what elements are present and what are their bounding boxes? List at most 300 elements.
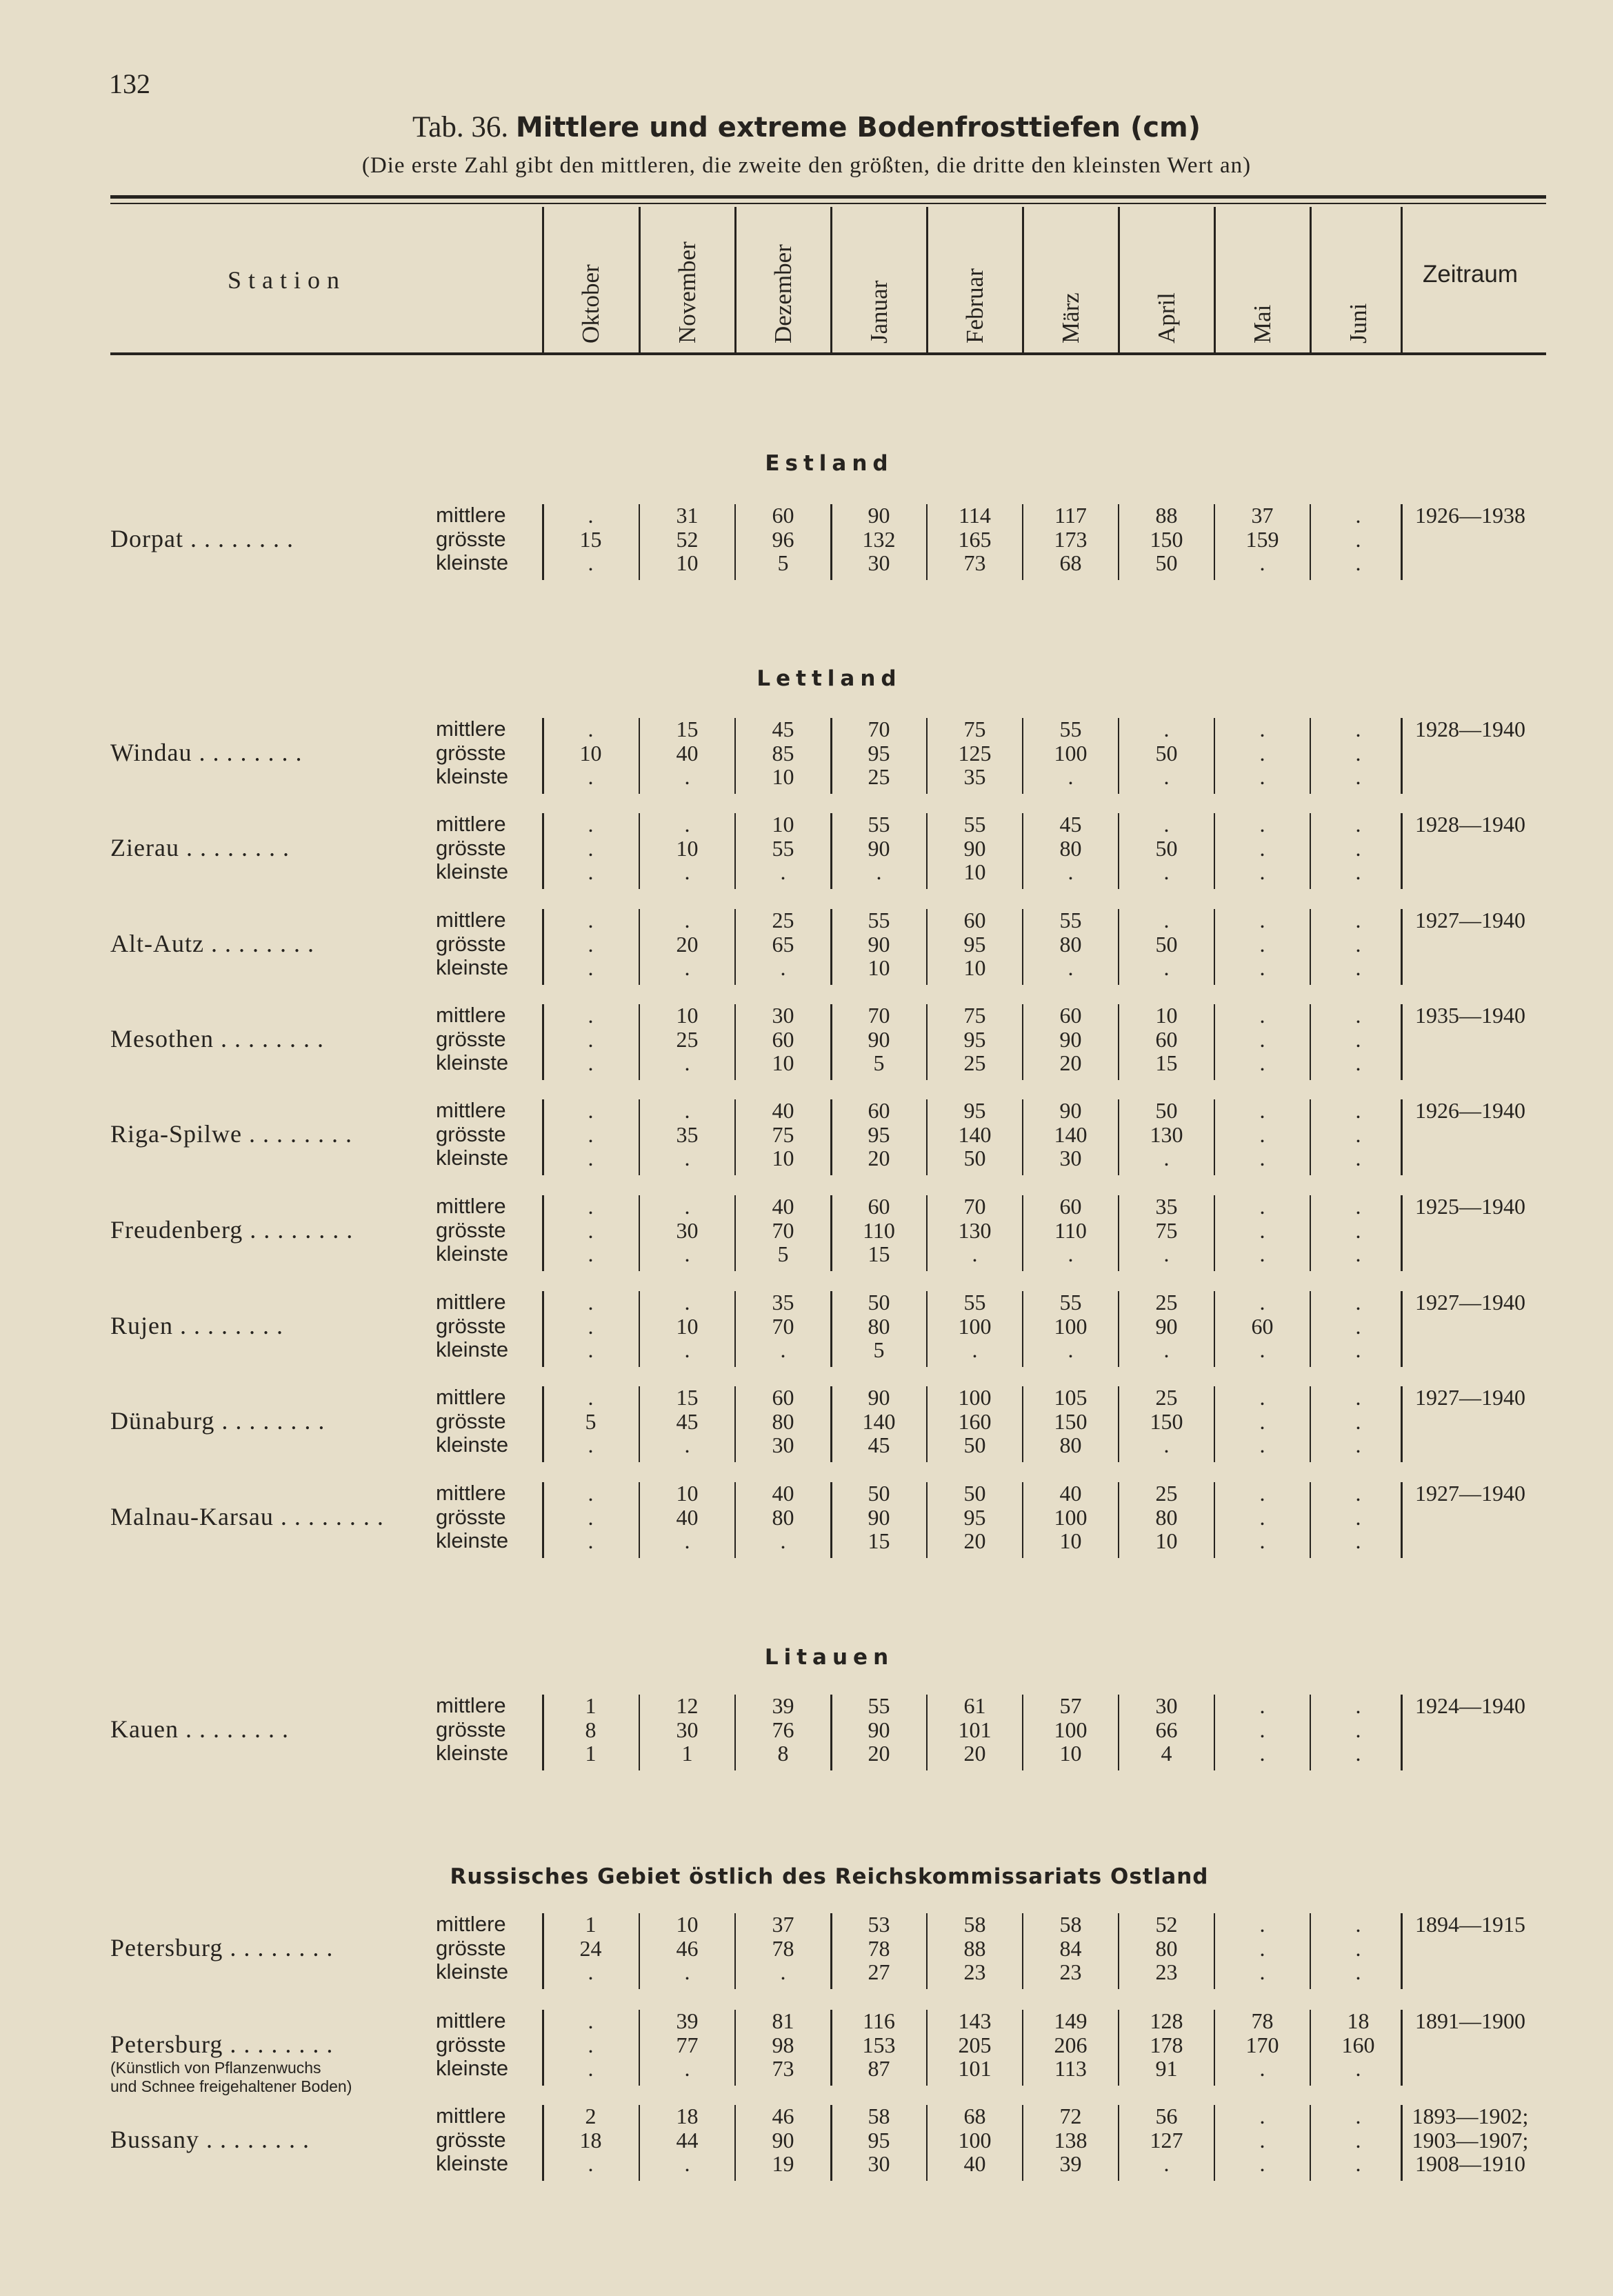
table-cell: . bbox=[588, 550, 594, 575]
row-column-divider bbox=[1118, 813, 1119, 889]
top-rule-thick bbox=[110, 195, 1546, 199]
table-cell: . bbox=[1259, 764, 1265, 789]
section-heading: Estland bbox=[765, 451, 894, 476]
table-cell: . bbox=[1163, 908, 1170, 932]
table-cell: 55 bbox=[868, 1693, 890, 1718]
table-cell: 20 bbox=[963, 1528, 986, 1553]
table-cell: 205 bbox=[958, 2032, 992, 2057]
row-column-divider bbox=[830, 1099, 832, 1175]
table-cell: 57 bbox=[1059, 1693, 1082, 1718]
period-value: 1927—1940 bbox=[1415, 1481, 1525, 1506]
table-cell: . bbox=[1259, 1146, 1265, 1170]
stat-label: kleinste bbox=[436, 1741, 509, 1765]
header-bottom-rule bbox=[110, 352, 1546, 355]
table-cell: 140 bbox=[862, 1408, 896, 1434]
row-column-divider bbox=[734, 909, 736, 985]
table-cell: . bbox=[588, 1290, 594, 1315]
row-column-divider bbox=[830, 1291, 832, 1367]
table-cell: . bbox=[684, 1528, 690, 1553]
row-column-divider bbox=[1310, 813, 1311, 889]
row-column-divider bbox=[542, 2105, 544, 2181]
table-cell: 80 bbox=[1155, 1935, 1178, 1961]
table-cell: . bbox=[1259, 908, 1265, 932]
table-cell: 23 bbox=[1155, 1959, 1178, 1984]
table-cell: 114 bbox=[959, 503, 991, 528]
table-cell: 95 bbox=[963, 1026, 986, 1052]
table-cell: . bbox=[1355, 1313, 1361, 1339]
table-cell: . bbox=[1355, 2127, 1361, 2153]
table-cell: . bbox=[1259, 1050, 1265, 1075]
month-header-april: April bbox=[1152, 292, 1180, 343]
table-cell: 5 bbox=[873, 1337, 885, 1362]
table-cell: 88 bbox=[963, 1935, 986, 1961]
station-name: Mesothen . . . . . . . . bbox=[110, 1024, 324, 1052]
row-column-divider bbox=[1310, 2010, 1311, 2086]
period-value: 1928—1940 bbox=[1415, 717, 1525, 741]
station-name: Bussany . . . . . . . . bbox=[110, 2125, 310, 2153]
table-cell: . bbox=[588, 931, 594, 957]
table-cell: 20 bbox=[868, 1146, 890, 1170]
table-cell: . bbox=[1068, 859, 1074, 884]
table-cell: 173 bbox=[1054, 526, 1088, 552]
table-cell: 60 bbox=[868, 1194, 890, 1219]
month-header-mai: Mai bbox=[1248, 304, 1276, 343]
table-cell: 130 bbox=[958, 1217, 992, 1243]
table-cell: 138 bbox=[1054, 2127, 1088, 2153]
row-column-divider bbox=[734, 1913, 736, 1989]
table-cell: 80 bbox=[772, 1408, 794, 1434]
row-column-divider bbox=[1310, 718, 1311, 794]
stat-label: mittlere bbox=[436, 1481, 506, 1505]
header-column-divider bbox=[1214, 207, 1216, 353]
table-cell: 100 bbox=[1054, 1504, 1088, 1530]
table-cell: . bbox=[588, 2151, 594, 2176]
table-cell: . bbox=[684, 1050, 690, 1075]
row-column-divider bbox=[639, 2010, 640, 2086]
row-column-divider bbox=[734, 2105, 736, 2181]
row-column-divider bbox=[734, 1482, 736, 1558]
table-cell: . bbox=[1355, 2056, 1361, 2081]
table-cell: . bbox=[588, 1504, 594, 1530]
table-cell: 10 bbox=[963, 955, 986, 980]
table-cell: 25 bbox=[963, 1050, 986, 1075]
period-value: 1935—1940 bbox=[1415, 1003, 1525, 1028]
table-cell: 91 bbox=[1155, 2056, 1178, 2081]
table-cell: 90 bbox=[1059, 1098, 1082, 1123]
table-cell: 72 bbox=[1059, 2104, 1082, 2128]
table-cell: 50 bbox=[1155, 835, 1178, 861]
table-cell: 24 bbox=[579, 1935, 602, 1961]
table-cell: 58 bbox=[963, 1912, 986, 1937]
table-cell: 10 bbox=[772, 1146, 794, 1170]
table-cell: 10 bbox=[676, 1313, 699, 1339]
period-value: 1894—1915 bbox=[1415, 1912, 1525, 1937]
row-column-divider bbox=[1214, 1386, 1215, 1462]
row-column-divider bbox=[542, 813, 544, 889]
table-cell: . bbox=[1259, 1121, 1265, 1147]
stat-label: mittlere bbox=[436, 1003, 506, 1027]
table-cell: 100 bbox=[958, 1313, 992, 1339]
table-cell: 60 bbox=[868, 1098, 890, 1123]
row-column-divider bbox=[542, 1695, 544, 1770]
row-column-divider bbox=[926, 2010, 928, 2086]
row-column-divider bbox=[542, 909, 544, 985]
table-cell: 178 bbox=[1150, 2032, 1183, 2057]
row-column-divider bbox=[926, 718, 928, 794]
table-cell: . bbox=[588, 717, 594, 741]
table-cell: 1 bbox=[585, 1693, 597, 1718]
table-cell: . bbox=[684, 2056, 690, 2081]
table-cell: . bbox=[1355, 955, 1361, 980]
row-column-divider bbox=[1022, 1695, 1023, 1770]
row-column-divider bbox=[1022, 1099, 1023, 1175]
table-cell: . bbox=[1355, 812, 1361, 837]
row-column-divider bbox=[1401, 1004, 1403, 1080]
table-cell: 58 bbox=[1059, 1912, 1082, 1937]
table-cell: 132 bbox=[862, 526, 896, 552]
row-column-divider bbox=[639, 1386, 640, 1462]
table-cell: . bbox=[588, 1385, 594, 1410]
stat-label: kleinste bbox=[436, 1050, 509, 1075]
table-cell: . bbox=[1355, 1912, 1361, 1937]
period-value: 1925—1940 bbox=[1415, 1194, 1525, 1219]
table-cell: . bbox=[588, 1313, 594, 1339]
station-name: Windau . . . . . . . . bbox=[110, 738, 303, 766]
row-column-divider bbox=[542, 718, 544, 794]
stat-label: mittlere bbox=[436, 1194, 506, 1218]
row-column-divider bbox=[1214, 2010, 1215, 2086]
period-value: 1927—1940 bbox=[1415, 908, 1525, 932]
row-column-divider bbox=[1022, 1004, 1023, 1080]
stat-label: mittlere bbox=[436, 1385, 506, 1409]
table-cell: 153 bbox=[862, 2032, 896, 2057]
table-cell: 78 bbox=[772, 1935, 794, 1961]
table-cell: . bbox=[1355, 1481, 1361, 1506]
table-cell: 70 bbox=[772, 1217, 794, 1243]
table-cell: 10 bbox=[676, 1003, 699, 1028]
table-cell: 128 bbox=[1150, 2008, 1183, 2033]
table-cell: 8 bbox=[585, 1717, 597, 1742]
table-cell: . bbox=[1163, 2151, 1170, 2176]
stat-label: grösste bbox=[436, 835, 506, 860]
row-column-divider bbox=[830, 2010, 832, 2086]
header-column-divider bbox=[926, 207, 928, 353]
header-column-divider bbox=[1022, 207, 1024, 353]
table-cell: 77 bbox=[676, 2032, 699, 2057]
row-column-divider bbox=[542, 1195, 544, 1271]
table-cell: 95 bbox=[963, 931, 986, 957]
table-cell: . bbox=[684, 1241, 690, 1266]
table-cell: . bbox=[1163, 717, 1170, 741]
stat-label: grösste bbox=[436, 526, 506, 551]
table-cell: . bbox=[1355, 550, 1361, 575]
table-cell: 10 bbox=[1059, 1528, 1082, 1553]
station-column-header: Station bbox=[228, 266, 347, 294]
table-cell: 40 bbox=[676, 1504, 699, 1530]
table-cell: 15 bbox=[676, 717, 699, 741]
table-cell: 55 bbox=[1059, 717, 1082, 741]
table-cell: . bbox=[1259, 931, 1265, 957]
table-cell: 10 bbox=[676, 1481, 699, 1506]
table-cell: 150 bbox=[1150, 1408, 1183, 1434]
row-column-divider bbox=[830, 504, 832, 580]
table-cell: . bbox=[1355, 526, 1361, 552]
table-cell: 78 bbox=[868, 1935, 890, 1961]
table-cell: . bbox=[588, 1241, 594, 1266]
row-column-divider bbox=[1118, 2105, 1119, 2181]
table-cell: 55 bbox=[1059, 1290, 1082, 1315]
header-column-divider bbox=[1118, 207, 1120, 353]
row-column-divider bbox=[734, 1386, 736, 1462]
row-column-divider bbox=[1310, 1099, 1311, 1175]
table-cell: 30 bbox=[772, 1003, 794, 1028]
row-column-divider bbox=[1401, 909, 1403, 985]
table-cell: . bbox=[684, 908, 690, 932]
table-cell: 110 bbox=[1054, 1217, 1087, 1243]
table-cell: . bbox=[780, 1959, 786, 1984]
row-column-divider bbox=[926, 813, 928, 889]
row-column-divider bbox=[1118, 1695, 1119, 1770]
station-name: Petersburg . . . . . . . . bbox=[110, 1933, 334, 1961]
table-cell: 68 bbox=[1059, 550, 1082, 575]
table-cell: 27 bbox=[868, 1959, 890, 1984]
stat-label: mittlere bbox=[436, 503, 506, 527]
table-cell: . bbox=[588, 1003, 594, 1028]
row-column-divider bbox=[734, 813, 736, 889]
table-cell: 45 bbox=[1059, 812, 1082, 837]
table-cell: . bbox=[1068, 1337, 1074, 1362]
row-column-divider bbox=[1118, 1004, 1119, 1080]
table-cell: . bbox=[1355, 740, 1361, 766]
table-cell: . bbox=[588, 1098, 594, 1123]
row-column-divider bbox=[1401, 1291, 1403, 1367]
table-cell: 87 bbox=[868, 2056, 890, 2081]
table-cell: . bbox=[588, 1337, 594, 1362]
stat-label: grösste bbox=[436, 1121, 506, 1146]
table-cell: . bbox=[876, 859, 882, 884]
table-cell: 35 bbox=[772, 1290, 794, 1315]
table-cell: 1 bbox=[681, 1741, 693, 1766]
stat-label: kleinste bbox=[436, 550, 509, 575]
row-column-divider bbox=[1310, 1386, 1311, 1462]
row-column-divider bbox=[1214, 1482, 1215, 1558]
table-cell: 80 bbox=[1059, 931, 1082, 957]
table-cell: . bbox=[1163, 859, 1170, 884]
row-column-divider bbox=[926, 1482, 928, 1558]
table-cell: 18 bbox=[579, 2127, 602, 2153]
row-column-divider bbox=[734, 504, 736, 580]
stat-label: mittlere bbox=[436, 1693, 506, 1717]
table-title bbox=[0, 110, 1613, 144]
table-cell: 206 bbox=[1054, 2032, 1088, 2057]
row-column-divider bbox=[1310, 1291, 1311, 1367]
table-cell: . bbox=[588, 1432, 594, 1457]
table-cell: 90 bbox=[868, 1026, 890, 1052]
row-column-divider bbox=[1118, 1195, 1119, 1271]
table-cell: 10 bbox=[1155, 1003, 1178, 1028]
row-column-divider bbox=[734, 1695, 736, 1770]
station-note: und Schnee freigehaltener Boden) bbox=[110, 2077, 352, 2095]
row-column-divider bbox=[542, 504, 544, 580]
row-column-divider bbox=[1310, 1482, 1311, 1558]
table-cell: 15 bbox=[868, 1241, 890, 1266]
table-cell: . bbox=[1259, 1693, 1265, 1718]
table-cell: . bbox=[1163, 1146, 1170, 1170]
table-cell: . bbox=[1259, 1385, 1265, 1410]
table-cell: 100 bbox=[1054, 1717, 1088, 1742]
stat-label: grösste bbox=[436, 1935, 506, 1960]
table-cell: 23 bbox=[1059, 1959, 1082, 1984]
table-cell: 98 bbox=[772, 2032, 794, 2057]
row-column-divider bbox=[639, 1482, 640, 1558]
table-cell: 68 bbox=[963, 2104, 986, 2128]
row-column-divider bbox=[926, 909, 928, 985]
table-cell: 70 bbox=[963, 1194, 986, 1219]
row-column-divider bbox=[734, 1099, 736, 1175]
table-cell: . bbox=[588, 908, 594, 932]
table-cell: 60 bbox=[772, 1026, 794, 1052]
row-column-divider bbox=[639, 813, 640, 889]
table-cell: 23 bbox=[963, 1959, 986, 1984]
table-cell: 50 bbox=[868, 1290, 890, 1315]
table-cell: 116 bbox=[863, 2008, 895, 2033]
row-column-divider bbox=[1022, 504, 1023, 580]
table-cell: . bbox=[1355, 1717, 1361, 1742]
table-cell: 75 bbox=[772, 1121, 794, 1147]
table-cell: 95 bbox=[963, 1098, 986, 1123]
table-cell: . bbox=[684, 1959, 690, 1984]
row-column-divider bbox=[734, 1004, 736, 1080]
period-value: 1893—1902; bbox=[1412, 2104, 1529, 2128]
stat-label: kleinste bbox=[436, 2056, 509, 2080]
row-column-divider bbox=[1401, 2105, 1403, 2181]
table-cell: 5 bbox=[873, 1050, 885, 1075]
table-cell: 149 bbox=[1054, 2008, 1088, 2033]
table-cell: . bbox=[1355, 503, 1361, 528]
stat-label: mittlere bbox=[436, 1912, 506, 1936]
row-column-divider bbox=[639, 909, 640, 985]
row-column-divider bbox=[1401, 1386, 1403, 1462]
table-cell: 10 bbox=[868, 955, 890, 980]
zeitraum-column-header: Zeitraum bbox=[1422, 261, 1519, 288]
table-cell: 55 bbox=[868, 812, 890, 837]
table-cell: 80 bbox=[1059, 1432, 1082, 1457]
row-column-divider bbox=[1401, 1099, 1403, 1175]
table-cell: 25 bbox=[1155, 1385, 1178, 1410]
table-cell: 40 bbox=[1059, 1481, 1082, 1506]
table-cell: 2 bbox=[585, 2104, 597, 2128]
table-cell: . bbox=[1355, 1217, 1361, 1243]
row-column-divider bbox=[1214, 1004, 1215, 1080]
station-name: Petersburg . . . . . . . . bbox=[110, 2030, 334, 2058]
table-cell: . bbox=[1259, 1717, 1265, 1742]
table-cell: . bbox=[1259, 740, 1265, 766]
table-cell: 46 bbox=[772, 2104, 794, 2128]
stat-label: kleinste bbox=[436, 1959, 509, 1984]
table-cell: . bbox=[1355, 908, 1361, 932]
table-cell: . bbox=[1259, 812, 1265, 837]
table-cell: . bbox=[1355, 1290, 1361, 1315]
table-cell: 18 bbox=[676, 2104, 699, 2128]
table-cell: 90 bbox=[868, 1385, 890, 1410]
table-cell: 150 bbox=[1150, 526, 1183, 552]
table-cell: . bbox=[684, 1432, 690, 1457]
table-cell: . bbox=[1355, 1935, 1361, 1961]
table-cell: 5 bbox=[777, 550, 789, 575]
table-cell: 40 bbox=[676, 740, 699, 766]
table-cell: . bbox=[1259, 1481, 1265, 1506]
table-cell: 95 bbox=[868, 740, 890, 766]
table-cell: 101 bbox=[958, 1717, 992, 1742]
table-cell: 101 bbox=[958, 2056, 992, 2081]
section-heading: Litauen bbox=[764, 1645, 894, 1670]
table-cell: 55 bbox=[963, 1290, 986, 1315]
table-cell: 70 bbox=[868, 1003, 890, 1028]
table-cell: . bbox=[684, 1194, 690, 1219]
stat-label: grösste bbox=[436, 1026, 506, 1051]
table-cell: 165 bbox=[958, 526, 992, 552]
table-cell: . bbox=[1068, 764, 1074, 789]
table-cell: . bbox=[1355, 1528, 1361, 1553]
table-cell: 100 bbox=[958, 1385, 992, 1410]
table-cell: . bbox=[1259, 1408, 1265, 1434]
row-column-divider bbox=[542, 1913, 544, 1989]
table-cell: . bbox=[1259, 1241, 1265, 1266]
table-cell: 10 bbox=[676, 550, 699, 575]
row-column-divider bbox=[1310, 2105, 1311, 2181]
table-cell: . bbox=[1259, 717, 1265, 741]
table-cell: 15 bbox=[579, 526, 602, 552]
table-cell: 30 bbox=[868, 2151, 890, 2176]
table-cell: . bbox=[588, 1194, 594, 1219]
stat-label: grösste bbox=[436, 2127, 506, 2152]
row-column-divider bbox=[542, 1291, 544, 1367]
table-cell: 50 bbox=[963, 1146, 986, 1170]
table-cell: . bbox=[588, 859, 594, 884]
table-cell: . bbox=[1259, 1026, 1265, 1052]
month-header-januar: Januar bbox=[865, 280, 892, 343]
table-cell: . bbox=[1355, 717, 1361, 741]
table-cell: 10 bbox=[1059, 1741, 1082, 1766]
header-column-divider bbox=[639, 207, 641, 353]
table-cell: . bbox=[684, 2151, 690, 2176]
row-column-divider bbox=[830, 1195, 832, 1271]
table-cell: . bbox=[972, 1337, 978, 1362]
table-cell: 159 bbox=[1245, 526, 1279, 552]
table-cell: . bbox=[1355, 1385, 1361, 1410]
table-cell: 84 bbox=[1059, 1935, 1082, 1961]
row-column-divider bbox=[734, 1291, 736, 1367]
row-column-divider bbox=[1022, 1195, 1023, 1271]
table-cell: 88 bbox=[1155, 503, 1178, 528]
row-column-divider bbox=[926, 1386, 928, 1462]
month-header-maerz: März bbox=[1056, 292, 1084, 343]
table-cell: 90 bbox=[772, 2127, 794, 2153]
table-cell: . bbox=[972, 1241, 978, 1266]
table-cell: 10 bbox=[579, 740, 602, 766]
month-header-juni: Juni bbox=[1344, 303, 1372, 343]
table-cell: 40 bbox=[772, 1481, 794, 1506]
row-column-divider bbox=[1310, 909, 1311, 985]
table-cell: . bbox=[588, 1217, 594, 1243]
table-cell: . bbox=[1355, 1337, 1361, 1362]
month-header-februar: Februar bbox=[961, 268, 988, 343]
period-value: 1891—1900 bbox=[1415, 2008, 1525, 2033]
row-column-divider bbox=[1022, 909, 1023, 985]
row-column-divider bbox=[639, 1099, 640, 1175]
stat-label: grösste bbox=[436, 2032, 506, 2057]
table-cell: . bbox=[1355, 1432, 1361, 1457]
